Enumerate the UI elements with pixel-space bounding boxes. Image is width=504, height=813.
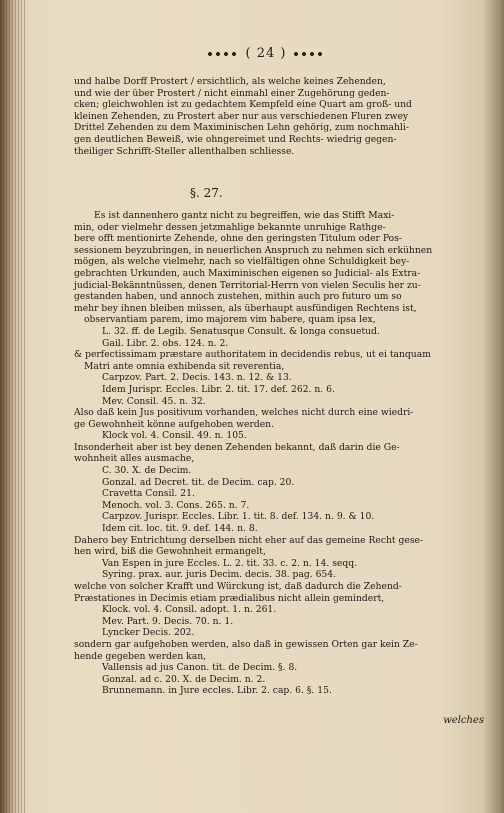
text-line: Præstationes in Decimis etiam prædialibus nicht allein gemindert, (74, 592, 385, 604)
citation-line: Menoch. vol. 3. Cons. 265. n. 7. (102, 499, 250, 511)
text-line: kleinen Zehenden, zu Prostert aber nur aus verschiedenen Fluren zwey (74, 110, 409, 122)
citation-line: Idem cit. loc. tit. 9. def. 144. n. 8. (102, 523, 258, 535)
page-content (40, 40, 492, 730)
text-line: judicial-Bekänntnüssen, denen Territorial-Herrn von vielen Seculis her zu- (74, 279, 421, 291)
citation-line: Gonzal. ad Decret. tit. de Decim. cap. 20. (102, 476, 295, 488)
citation-line: C. 30. X. de Decim. (102, 465, 192, 477)
text-line: hende gegeben werden kan, (74, 650, 207, 662)
book-binding-edge (0, 0, 26, 813)
section-heading: §. 27. (190, 186, 223, 200)
citation-line: Gonzal. ad c. 20. X. de Decim. n. 2. (102, 673, 266, 685)
citation-line: Vallensis ad jus Canon. tit. de Decim. §. 8. (102, 662, 298, 674)
text-line: observantiam parem, imo majorem vim habere, quam ipsa lex, (84, 314, 376, 326)
citation-line: Mev. Part. 9. Decis. 70. n. 1. (102, 615, 234, 627)
text-line: gebrachten Urkunden, auch Maximinischen eigenen so Judicial- als Extra- (74, 267, 421, 279)
page-header (40, 46, 492, 61)
text-line: gestanden haben, und annoch zustehen, mithin auch pro futuro um so (74, 291, 402, 303)
page-number: ( 24 ) (245, 46, 287, 61)
text-line: und halbe Dorff Prostert / ersichtlich, als welche keines Zehenden, (74, 76, 386, 87)
text-line: Also daß kein Jus positivum vorhanden, welches nicht durch eine wiedri- (74, 407, 414, 419)
citation-line: Syring. prax. aur. juris Decim. decis. 38. pag. 654. (102, 569, 337, 581)
main-paragraph (74, 210, 492, 697)
text-line: sondern gar aufgehoben werden, also daß in gewissen Orten gar kein Ze- (74, 638, 418, 650)
citation-line: Lyncker Decis. 202. (102, 627, 195, 639)
citation-line: Klock vol. 4. Consil. 49. n. 105. (102, 430, 247, 442)
text-line: Es ist dannenhero gantz nicht zu begreiffen, wie das Stifft Maxi- (94, 210, 395, 221)
text-line: mögen, als welche vielmehr, nach so vielfältigen ohne Schuldigkeit bey- (74, 256, 410, 268)
text-line: Dahero bey Entrichtung derselben nicht eher auf das gemeine Recht gese- (74, 534, 424, 546)
catchword: welches (443, 715, 484, 726)
citation-line: L. 32. ff. de Legib. Senatusque Consult. & longa consuetud. (102, 325, 380, 337)
text-line: theiliger Schrifft-Steller allenthalben schliesse. (74, 145, 295, 157)
text-line: sessionem beyzubringen, in neuerlichen Anspruch zu nehmen sich erkühnen (74, 244, 433, 256)
text-line: Drittel Zehenden zu dem Maximinischen Lehn gehörig, zum nochmahli- (74, 122, 409, 134)
left-ornament-icon (206, 49, 240, 59)
text-line: mehr bey ihnen bleiben müssen, als überhaupt ausfündigen Rechtens ist, (74, 302, 417, 314)
citation-line: Carpzov. Jurispr. Eccles. Libr. 1. tit. 8. def. 134. n. 9. & 10. (102, 511, 375, 523)
right-ornament-icon (292, 49, 326, 59)
text-line: und wie der über Prostert / nicht einmahl einer Zugehörung geden- (74, 87, 390, 99)
text-line: Matri ante omnia exhibenda sit reverentia, (84, 360, 285, 372)
page-edge-shadow (484, 0, 504, 813)
intro-paragraph (74, 76, 492, 157)
text-line: ge Gewohnheit könne aufgehoben werden. (74, 418, 275, 430)
text-line: cken; gleichwohlen ist zu gedachtem Kempfeld eine Quart am groß- und (74, 99, 412, 111)
text-line: hen wird, biß die Gewohnheit ermangelt, (74, 546, 266, 558)
citation-line: Idem Jurispr. Eccles. Libr. 2. tit. 17. def. 262. n. 6. (102, 383, 335, 395)
text-line: Insonderheit aber ist bey denen Zehenden bekannt, daß darin die Ge- (74, 441, 400, 453)
citation-line: Klock. vol. 4. Consil. adopt. 1. n. 261. (102, 604, 277, 616)
text-line: min, oder vielmehr dessen jetzmahlige bekannte unruhige Rathge- (74, 221, 386, 233)
text-line: welche von solcher Krafft und Würckung ist, daß dadurch die Zehend- (74, 581, 402, 592)
citation-line: Cravetta Consil. 21. (102, 488, 195, 500)
text-line: bere offt mentionirte Zehende, ohne den geringsten Titulum oder Pos- (74, 233, 403, 245)
citation-line: Brunnemann. in Jure eccles. Libr. 2. cap. 6. §. 15. (102, 685, 332, 697)
text-line: wohnheit alles ausmache, (74, 453, 195, 465)
citation-line: Gail. Libr. 2. obs. 124. n. 2. (102, 337, 229, 349)
citation-line: Van Espen in jure Eccles. L. 2. tit. 33. c. 2. n. 14. seqq. (102, 557, 358, 569)
text-line: gen deutlichen Beweiß, wie ohngereimet und Rechts- wiedrig gegen- (74, 133, 397, 145)
citation-line: Carpzov. Part. 2. Decis. 143. n. 12. & 13. (102, 372, 292, 384)
citation-line: Mev. Consil. 45. n. 32. (102, 395, 206, 407)
text-line: & perfectissimam præstare authoritatem in decidendis rebus, ut ei tanquam (74, 349, 431, 361)
